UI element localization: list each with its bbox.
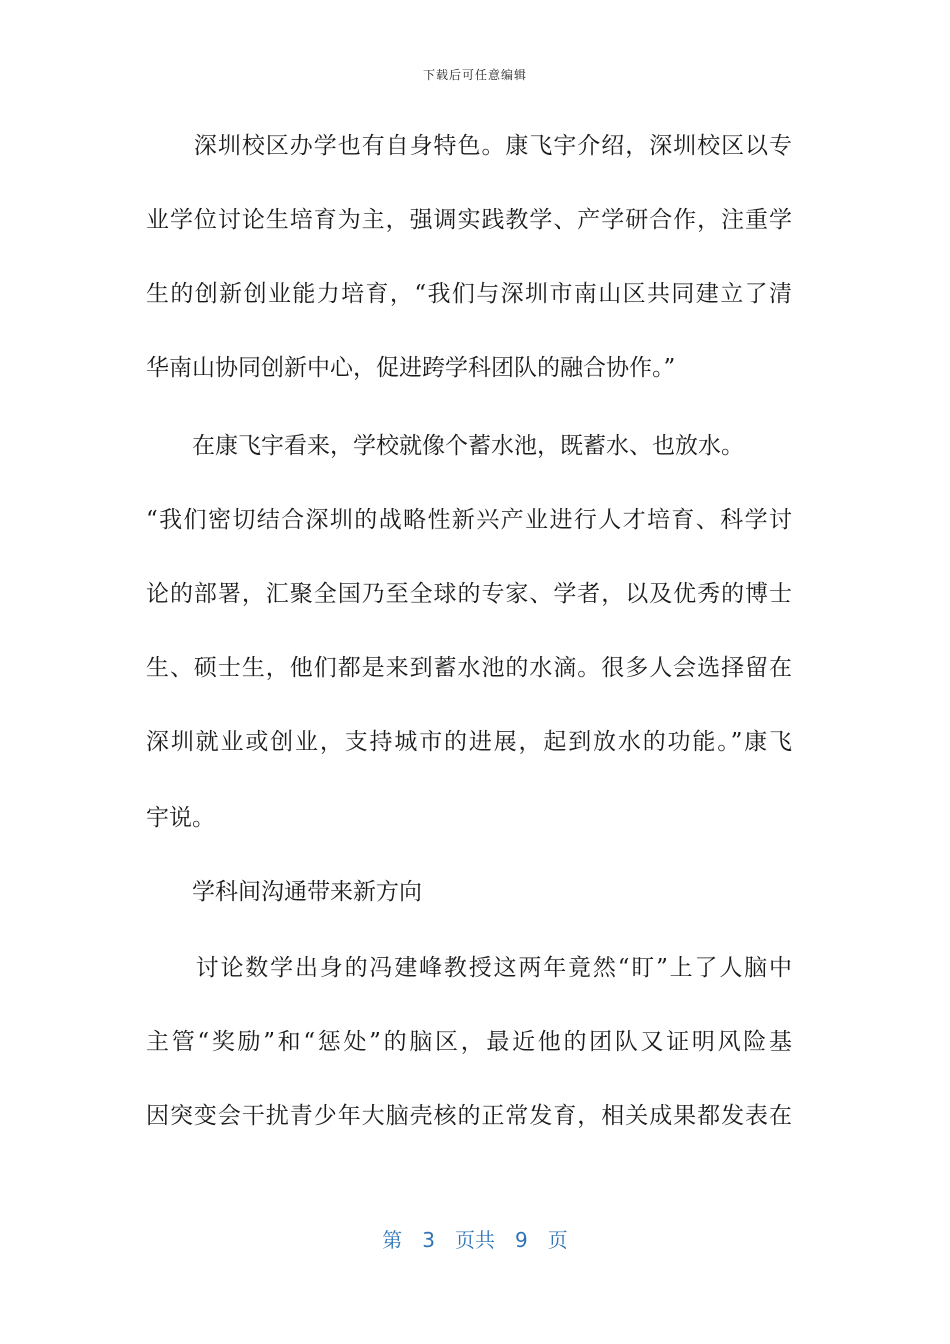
text-line: 在康飞宇看来，学校就像个蓄水池，既蓄水、也放水。 <box>146 433 744 459</box>
page-number-label: 第 3 页共 9 页 <box>382 1228 568 1252</box>
text-line: “我们密切结合深圳的战略性新兴产业进行人才培育、科学讨 <box>146 507 792 533</box>
text-line: 论的部署，汇聚全国乃至全球的专家、学者，以及优秀的博士 <box>146 581 792 607</box>
text-line: 生的创新创业能力培育，“我们与深圳市南山区共同建立了清 <box>146 281 792 307</box>
section-heading: 学科间沟通带来新方向 <box>146 879 422 905</box>
text-line: 生、硕士生，他们都是来到蓄水池的水滴。很多人会选择留在 <box>146 655 792 681</box>
text-line: 宇说。 <box>146 805 215 831</box>
text-line: 因突变会干扰青少年大脑壳核的正常发育，相关成果都发表在 <box>146 1103 792 1129</box>
text-line: 深圳就业或创业，支持城市的进展，起到放水的功能。”康飞 <box>146 729 792 755</box>
text-line: 业学位讨论生培育为主，强调实践教学、产学研合作，注重学 <box>146 207 792 233</box>
text-line: 华南山协同创新中心，促进跨学科团队的融合协作。” <box>146 355 676 381</box>
text-line: 讨论数学出身的冯建峰教授这两年竟然“盯”上了人脑中 <box>146 955 792 981</box>
page-number-footer <box>0 1224 950 1253</box>
text-line: 深圳校区办学也有自身特色。康飞宇介绍，深圳校区以专 <box>146 133 792 159</box>
text-line: 主管“奖励”和“惩处”的脑区，最近他的团队又证明风险基 <box>146 1029 792 1055</box>
page-header-note: 下载后可任意编辑 <box>422 68 527 82</box>
